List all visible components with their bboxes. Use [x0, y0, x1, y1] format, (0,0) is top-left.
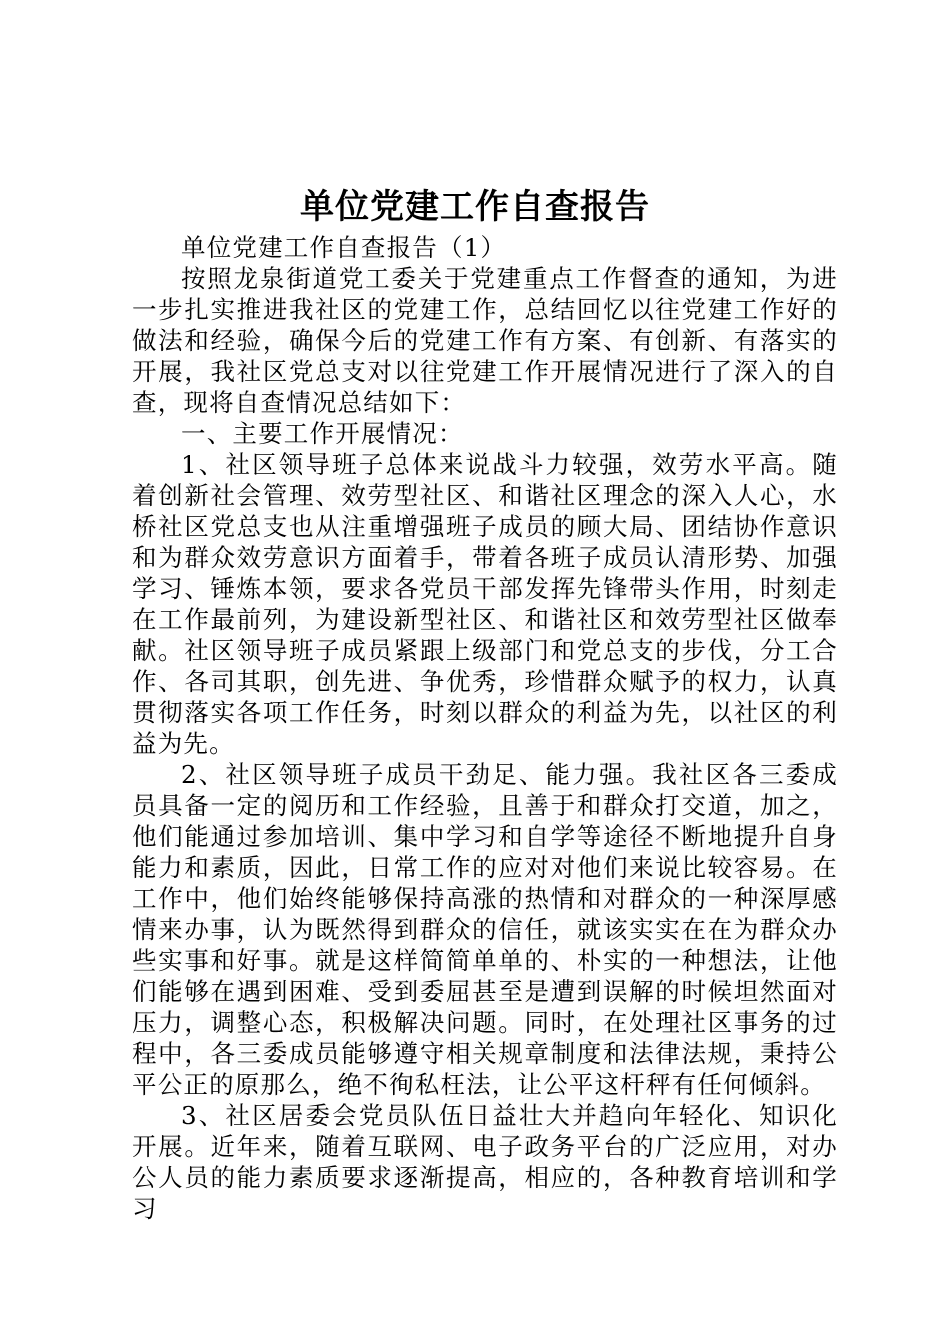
paragraph-item-2: 2、社区领导班子成员干劲足、能力强。我社区各三委成员具备一定的阅历和工作经验，且善于和群众打交道，加之，他们能通过参加培训、集中学习和自学等途径不断地提升自身能力和素质，因此，日常工作的应对对他们来说比较容易。在工作中，他们始终能够保持高涨的热情和对群众的一种深厚感情来办事，认为既然得到群众的信任，就该实实在在为群众办些实事和好事。就是这样简简单单的、朴实的一种想法，让他们能够在遇到困难、受到委屈甚至是遭到误解的时候坦然面对压力，调整心态，积极解决问题。同时，在处理社区事务的过程中，各三委成员能够遵守相关规章制度和法律法规，秉持公平公正的原那么，绝不徇私枉法，让公平这杆秤有任何倾斜。	[132, 760, 838, 1099]
paragraph-item-3: 3、社区居委会党员队伍日益壮大并趋向年轻化、知识化开展。近年来，随着互联网、电子政务平台的广泛应用，对办公人员的能力素质要求逐渐提高，相应的，各种教育培训和学习	[132, 1101, 838, 1223]
intro-paragraph: 按照龙泉街道党工委关于党建重点工作督查的通知，为进一步扎实推进我社区的党建工作，总结回忆以往党建工作好的做法和经验，确保今后的党建工作有方案、有创新、有落实的开展，我社区党总支对以往党建工作开展情况进行了深入的自查，现将自查情况总结如下：	[132, 264, 838, 417]
report-subtitle: 单位党建工作自查报告（1）	[181, 233, 507, 262]
section-heading: 一、主要工作开展情况：	[181, 419, 464, 448]
paragraph-item-1: 1、社区领导班子总体来说战斗力较强，效劳水平高。随着创新社会管理、效劳型社区、和谐社区理念的深入人心，水桥社区党总支也从注重增强班子成员的顾大局、团结协作意识和为群众效劳意识方面着手，带着各班子成员认清形势、加强学习、锤炼本领，要求各党员干部发挥先锋带头作用，时刻走在工作最前列，为建设新型社区、和谐社区和效劳型社区做奉献。社区领导班子成员紧跟上级部门和党总支的步伐，分工合作、各司其职，创先进、争优秀，珍惜群众赋予的权力，认真贯彻落实各项工作任务，时刻以群众的利益为先，以社区的利益为先。	[132, 450, 838, 758]
document-title: 单位党建工作自查报告	[300, 187, 650, 227]
document-body	[132, 232, 838, 1224]
